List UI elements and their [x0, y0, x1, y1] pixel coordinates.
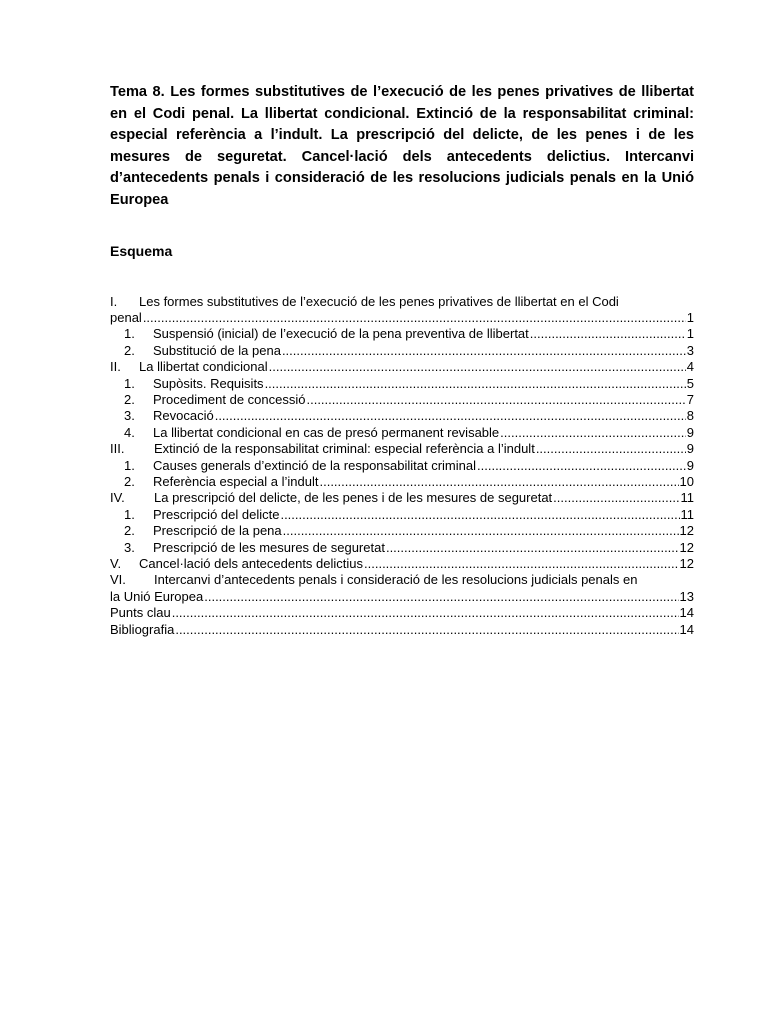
toc-entry-s1-1[interactable] [110, 326, 694, 342]
toc-page-number: 9 [686, 457, 694, 473]
toc-entry-s4[interactable] [110, 490, 694, 506]
toc-entry-s3-2[interactable] [110, 474, 694, 490]
toc-entry-s2-1[interactable] [110, 376, 694, 392]
toc-entry-number: 1. [124, 457, 135, 473]
toc-leader-dots [386, 540, 679, 556]
toc-leader-dots [204, 589, 678, 605]
toc-page-number: 14 [679, 605, 694, 621]
toc-entry-number: 1. [124, 326, 135, 342]
toc-entry-s2[interactable] [110, 359, 694, 375]
document-page [110, 82, 694, 638]
toc-entry-text: Revocació [153, 408, 214, 424]
toc-entry-number: V. [110, 556, 122, 572]
toc-entry-s4-2[interactable] [110, 523, 694, 539]
toc-entry-text: Punts clau [110, 605, 171, 621]
toc-leader-dots [175, 622, 678, 638]
toc-leader-dots [319, 474, 678, 490]
toc-leader-dots [215, 408, 686, 424]
toc-entry-number: 2. [124, 342, 135, 358]
toc-entry-text: Substitució de la pena [153, 342, 281, 358]
toc-entry-number: I. [110, 293, 118, 309]
toc-page-number: 11 [680, 490, 694, 506]
toc-page-number: 1 [686, 309, 694, 325]
toc-entry-text: Referència especial a l’indult [153, 474, 319, 490]
toc-entry-s2-3[interactable] [110, 408, 694, 424]
toc-leader-dots [265, 376, 686, 392]
toc-entry-s4-1[interactable] [110, 507, 694, 523]
toc-entry-text: Procediment de concessió [153, 392, 306, 407]
toc-leader-dots [553, 490, 679, 506]
toc-page-number: 13 [679, 588, 694, 604]
toc-entry-number: 4. [124, 424, 135, 440]
table-of-contents [110, 294, 694, 639]
toc-entry-number: 1. [124, 506, 135, 522]
toc-page-number: 11 [680, 506, 694, 522]
toc-page-number: 8 [686, 408, 694, 424]
toc-entry-s6[interactable] [110, 589, 694, 605]
toc-entry-number: IV. [110, 490, 125, 506]
outline-heading: Esquema [110, 242, 173, 259]
toc-entry-text: Causes generals d’extinció de la responsabilitat criminal [153, 457, 477, 473]
toc-entry-s2-4[interactable] [110, 425, 694, 441]
toc-entry-number: 3. [124, 539, 135, 555]
toc-entry-s4-3[interactable] [110, 540, 694, 556]
toc-page-number: 12 [679, 523, 694, 539]
toc-entry-s6-line1[interactable] [110, 572, 694, 588]
toc-entry-text: Extinció de la responsabilitat criminal: especial referència a l’indult [154, 441, 535, 457]
toc-entry-number: III. [110, 441, 125, 457]
toc-leader-dots [282, 343, 686, 359]
toc-leader-dots [477, 458, 686, 474]
toc-entry-s3[interactable] [110, 441, 694, 457]
toc-entry-number: 2. [124, 523, 135, 539]
toc-entry-number: 3. [124, 408, 135, 424]
toc-leader-dots [530, 326, 686, 342]
toc-entry-text: Supòsits. Requisits [153, 375, 264, 391]
toc-entry-s5[interactable] [110, 556, 694, 572]
toc-page-number: 12 [679, 539, 694, 555]
toc-leader-dots [500, 425, 686, 441]
toc-entry-text: Intercanvi d’antecedents penals i consideració de les resolucions judicials penals en [154, 572, 638, 588]
toc-entry-s2-2[interactable] [110, 392, 694, 408]
toc-entry-number: 2. [124, 392, 135, 407]
toc-entry-s3-1[interactable] [110, 458, 694, 474]
toc-entry-number: VI. [110, 572, 126, 588]
toc-entry-text: Prescripció del delicte [153, 506, 280, 522]
toc-leader-dots [364, 556, 679, 572]
toc-entry-number: II. [110, 359, 121, 375]
toc-entry-text: Prescripció de les mesures de seguretat [153, 539, 385, 555]
toc-entry-number: 1. [124, 375, 135, 391]
toc-page-number: 9 [686, 441, 694, 457]
toc-leader-dots [283, 523, 679, 539]
toc-leader-dots [172, 605, 679, 621]
toc-entry-text: penal [110, 309, 142, 325]
toc-page-number: 7 [686, 392, 694, 407]
toc-leader-dots [269, 359, 686, 375]
toc-leader-dots [536, 441, 686, 457]
toc-page-number: 5 [686, 375, 694, 391]
toc-entry-number: 2. [124, 474, 135, 490]
toc-entry-text: La llibertat condicional [139, 359, 268, 375]
toc-page-number: 4 [686, 359, 694, 375]
toc-entry-s1-line1[interactable] [110, 294, 694, 310]
toc-entry-text: La llibertat condicional en cas de presó permanent revisable [153, 424, 500, 440]
toc-leader-dots [143, 310, 686, 326]
toc-page-number: 1 [686, 326, 694, 342]
toc-leader-dots [306, 392, 685, 408]
toc-entry-text: la Unió Europea [110, 588, 204, 604]
toc-page-number: 14 [679, 621, 694, 637]
toc-entry-s1-2[interactable] [110, 343, 694, 359]
toc-entry-bibliografia[interactable] [110, 622, 694, 638]
document-title: Tema 8. Les formes substitutives de l’execució de les penes privatives de llibertat en el Codi penal. La llibertat condicional. Extinció de la responsabilitat criminal: especial referència a l’indult. La prescripció del delicte, de les penes i de les mesures de seguretat. Cancel·lació dels antecedents delictius. Intercanvi d’antecedents penals i consideració de les resolucions judicials penals en la Unió Europea [110, 84, 694, 208]
toc-entry-text: Cancel·lació dels antecedents delictius [139, 556, 364, 572]
toc-entry-text: Les formes substitutives de l’execució de les penes privatives de llibertat en el Codi [139, 293, 619, 309]
toc-entry-text: Bibliografia [110, 621, 175, 637]
toc-page-number: 3 [686, 342, 694, 358]
toc-leader-dots [280, 507, 679, 523]
toc-page-number: 12 [679, 556, 694, 572]
toc-entry-text: Suspensió (inicial) de l’execució de la pena preventiva de llibertat [153, 326, 529, 342]
toc-entry-s1[interactable] [110, 310, 694, 326]
toc-page-number: 9 [686, 424, 694, 440]
toc-entry-text: Prescripció de la pena [153, 523, 282, 539]
toc-page-number: 10 [679, 474, 694, 490]
toc-entry-punts-clau[interactable] [110, 605, 694, 621]
toc-entry-text: La prescripció del delicte, de les penes i de les mesures de seguretat [154, 490, 553, 506]
